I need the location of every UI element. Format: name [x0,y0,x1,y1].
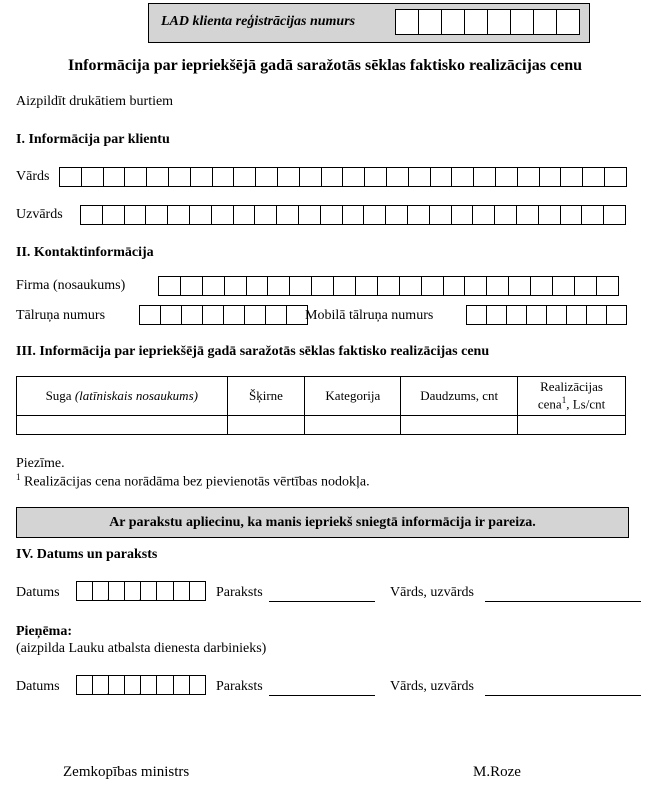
input-cell[interactable] [430,205,452,225]
input-cell[interactable] [442,9,465,35]
input-cell[interactable] [511,9,534,35]
quantity-column-header: Daudzums, cnt [401,377,518,416]
input-cell[interactable] [169,167,191,187]
input-cell[interactable] [452,205,474,225]
input-cell[interactable] [278,167,300,187]
input-cell[interactable] [507,305,527,325]
page-title: Informācija par iepriekšējā gadā saražotās sēklas faktisko realizācijas cenu [67,57,583,74]
input-cell[interactable] [531,276,553,296]
input-cell[interactable] [547,305,567,325]
variety-column-header: Šķirne [227,377,305,416]
received-date-input[interactable] [76,675,206,698]
input-cell[interactable] [299,205,321,225]
footnote: $^1$ Realizācijas cena norādāma bez pievienotās vērtības nodokļa. [16,472,370,490]
mobile-input[interactable] [466,305,627,325]
section2-heading: II. Kontaktinformācija [16,245,154,260]
input-cell[interactable] [567,305,587,325]
price-column-header: Realizācijas cena$^1$, Ls/cnt [518,377,626,416]
input-cell[interactable] [277,205,299,225]
received-name-label: Vārds, uzvārds [390,679,474,694]
input-cell[interactable] [539,205,561,225]
input-cell[interactable] [203,276,225,296]
input-cell[interactable] [225,276,247,296]
input-cell[interactable] [334,276,356,296]
date-separator: . [106,683,110,698]
date-label: Datums [16,585,60,600]
input-cell[interactable] [161,305,182,325]
input-cell[interactable] [474,167,496,187]
price-cell[interactable] [518,416,626,435]
input-cell[interactable] [81,205,103,225]
input-cell[interactable] [147,167,169,187]
input-cell[interactable] [487,276,509,296]
input-cell[interactable] [496,167,518,187]
declaration-banner: Ar parakstu apliecinu, ka manis iepriekš sniegtā informācija ir pareiza. [16,507,629,538]
input-cell[interactable] [82,167,104,187]
input-cell[interactable] [444,276,466,296]
input-cell[interactable] [256,167,278,187]
input-cell[interactable] [146,205,168,225]
input-cell[interactable] [607,305,627,325]
minister-title: Zemkopības ministrs [63,764,190,780]
minister-name: M.Roze [473,764,521,780]
input-cell[interactable] [527,305,547,325]
section4-heading: IV. Datums un paraksts [16,547,158,562]
input-cell[interactable] [534,9,557,35]
input-cell[interactable] [125,205,147,225]
received-signature-label: Paraksts [216,679,263,694]
input-cell[interactable] [386,205,408,225]
input-cell[interactable] [465,9,488,35]
category-cell[interactable] [305,416,401,435]
table-row [17,416,626,435]
input-cell[interactable] [234,205,256,225]
input-cell[interactable] [174,581,190,601]
input-cell[interactable] [557,9,580,35]
seed-price-table [16,376,626,435]
input-cell[interactable] [290,276,312,296]
input-cell[interactable] [322,167,344,187]
input-cell[interactable] [495,205,517,225]
phone-label: Tālruņa numurs [16,308,106,323]
date-separator: . [106,589,110,604]
input-cell[interactable] [213,167,235,187]
input-cell[interactable] [125,167,147,187]
input-cell[interactable] [255,205,277,225]
input-cell[interactable] [157,581,173,601]
registration-number-label: LAD klienta reģistrācijas numurs [161,14,356,29]
input-cell[interactable] [387,167,409,187]
note-title: Piezīme. [16,456,65,471]
input-cell[interactable] [431,167,453,187]
registration-number-input[interactable] [395,9,580,35]
input-cell[interactable] [168,205,190,225]
input-cell[interactable] [138,581,157,604]
quantity-cell[interactable] [401,416,518,435]
input-cell[interactable] [419,9,442,35]
received-name-line[interactable] [485,694,641,696]
date-input[interactable] [76,581,206,604]
input-cell[interactable] [106,581,125,604]
table-header-row [17,377,626,416]
input-cell[interactable] [312,276,334,296]
name-label: Vārds, uzvārds [390,585,474,600]
input-cell[interactable] [582,205,604,225]
species-cell[interactable] [17,416,228,435]
input-cell[interactable] [77,675,93,695]
input-cell[interactable] [190,675,206,695]
input-cell[interactable] [140,305,161,325]
input-cell[interactable] [396,9,419,35]
input-cell[interactable] [605,167,627,187]
input-cell[interactable] [182,305,203,325]
input-cell[interactable] [247,276,269,296]
input-cell[interactable] [321,205,343,225]
input-cell[interactable] [553,276,575,296]
input-cell[interactable] [473,205,495,225]
registration-number-box [148,3,590,43]
input-cell[interactable] [400,276,422,296]
input-cell[interactable] [157,675,173,695]
input-cell[interactable] [224,305,245,325]
section3-heading: III. Informācija par iepriekšējā gadā saražotās sēklas faktisko realizācijas cenu [16,344,490,359]
input-cell[interactable] [181,276,203,296]
first-name-input[interactable] [59,167,627,187]
input-cell[interactable] [465,276,487,296]
input-cell[interactable] [106,675,125,698]
category-column-header: Kategorija [305,377,401,416]
signature-label: Paraksts [216,585,263,600]
variety-cell[interactable] [227,416,305,435]
mobile-label: Mobilā tālruņa numurs [305,308,434,323]
last-name-label: Uzvārds [16,207,63,222]
input-cell[interactable] [103,205,125,225]
company-input[interactable] [158,276,619,296]
input-cell[interactable] [300,167,322,187]
input-cell[interactable] [488,9,511,35]
input-cell[interactable] [561,167,583,187]
input-cell[interactable] [378,276,400,296]
input-cell[interactable] [77,581,93,601]
input-cell[interactable] [234,167,256,187]
input-cell[interactable] [540,167,562,187]
input-cell[interactable] [104,167,126,187]
input-cell[interactable] [422,276,444,296]
section1-heading: I. Informācija par klientu [16,132,170,147]
received-signature-line[interactable] [269,694,375,696]
input-cell[interactable] [60,167,82,187]
input-cell[interactable] [583,167,605,187]
input-cell[interactable] [561,205,583,225]
signature-line[interactable] [269,600,375,602]
input-cell[interactable] [487,305,507,325]
input-cell[interactable] [518,167,540,187]
date-separator: . [138,683,142,698]
last-name-input[interactable] [80,205,626,225]
instruction-text: Aizpildīt drukātiem burtiem [16,94,174,109]
input-cell[interactable] [266,305,287,325]
input-cell[interactable] [174,675,190,695]
input-cell[interactable] [452,167,474,187]
input-cell[interactable] [597,276,619,296]
input-cell[interactable] [268,276,290,296]
input-cell[interactable] [509,276,531,296]
species-column-header: Suga (latīniskais nosaukums) [17,377,228,416]
input-cell[interactable] [575,276,597,296]
input-cell[interactable] [190,205,212,225]
input-cell[interactable] [364,205,386,225]
input-cell[interactable] [587,305,607,325]
input-cell[interactable] [203,305,224,325]
date-separator: . [138,589,142,604]
received-subtitle: (aizpilda Lauku atbalsta dienesta darbinieks) [16,641,267,656]
input-cell[interactable] [604,205,626,225]
input-cell[interactable] [245,305,266,325]
input-cell[interactable] [159,276,181,296]
phone-input[interactable] [139,305,308,325]
first-name-label: Vārds [16,169,50,184]
input-cell[interactable] [343,205,365,225]
company-label: Firma (nosaukums) [16,278,126,293]
input-cell[interactable] [365,167,387,187]
received-date-label: Datums [16,679,60,694]
input-cell[interactable] [467,305,487,325]
received-title: Pieņēma: [16,624,72,639]
input-cell[interactable] [409,167,431,187]
input-cell[interactable] [212,205,234,225]
input-cell[interactable] [517,205,539,225]
input-cell[interactable] [343,167,365,187]
input-cell[interactable] [138,675,157,698]
name-line[interactable] [485,600,641,602]
input-cell[interactable] [191,167,213,187]
input-cell[interactable] [190,581,206,601]
input-cell[interactable] [408,205,430,225]
input-cell[interactable] [356,276,378,296]
